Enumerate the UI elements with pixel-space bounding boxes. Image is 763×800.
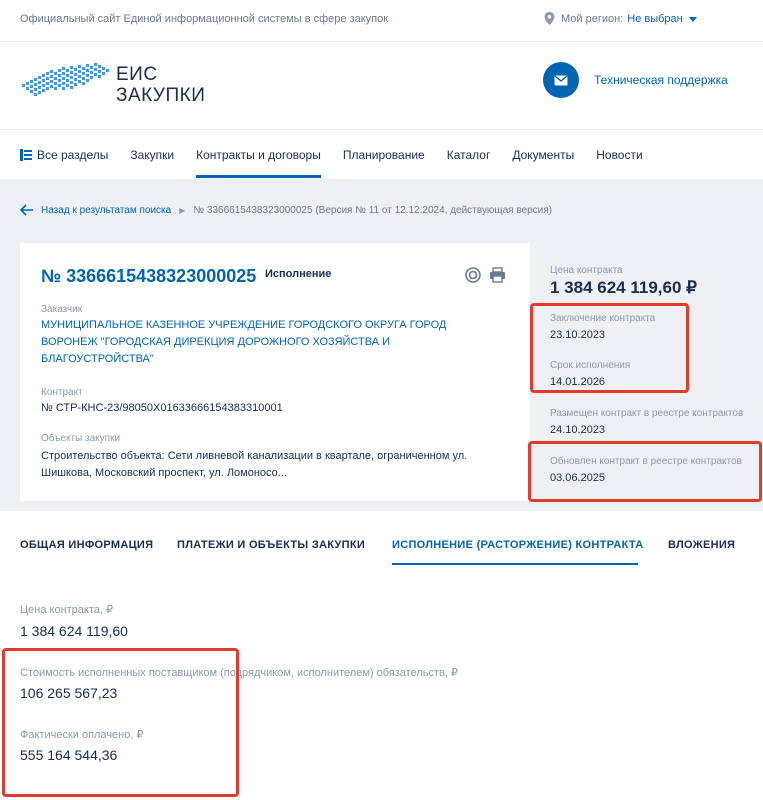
tab-payments[interactable]: ПЛАТЕЖИ И ОБЪЕКТЫ ЗАКУПКИ (177, 539, 366, 551)
paid-label: Фактически оплачено, ₽ (20, 729, 144, 741)
price-value: 1 384 624 119,60 ₽ (550, 278, 697, 297)
nav-documents[interactable]: Документы (512, 148, 575, 162)
site-title: Официальный сайт Единой информационной системы в сфере закупок (20, 13, 389, 25)
contract-card (20, 243, 530, 501)
placed-value: 24.10.2023 (550, 424, 606, 436)
price-label: Цена контракта (550, 265, 623, 276)
objects-value: Строительство объекта: Сети ливневой канализации в квартале, ограниченном ул. Шишкова, Московский проспект, ул. Ломоносо... (41, 450, 468, 479)
contract-tabs (0, 527, 763, 567)
term-label: Срок исполнения (550, 360, 631, 371)
contract-label: Контракт (41, 387, 83, 398)
logo-map-icon[interactable] (20, 60, 112, 108)
support-label[interactable]: Техническая поддержка (594, 73, 728, 87)
contract-number[interactable]: № 3366615438323000025 (41, 266, 257, 286)
customer-label: Заказчик (41, 304, 83, 315)
conclusion-label: Заключение контракта (550, 313, 656, 324)
nav-news[interactable]: Новости (596, 148, 643, 162)
back-to-results-link[interactable]: Назад к результатам поиска (41, 204, 172, 216)
active-tab-indicator (392, 563, 638, 565)
nav-all-sections[interactable] (20, 131, 108, 179)
highlight-amounts-box (2, 648, 239, 797)
region-label: Мой регион: (561, 12, 624, 25)
mail-icon[interactable] (543, 62, 579, 98)
nav-zakupki[interactable]: Закупки (130, 148, 175, 162)
logo-text[interactable] (116, 64, 205, 106)
section-price-value: 1 384 624 119,60 (20, 623, 128, 639)
updated-value: 03.06.2025 (550, 472, 606, 484)
watch-icon[interactable] (465, 267, 481, 283)
term-value: 14.01.2026 (550, 376, 606, 388)
objects-label: Объекты закупки (41, 433, 121, 444)
tab-general-info[interactable]: ОБЩАЯ ИНФОРМАЦИЯ (20, 539, 154, 551)
nav-planning[interactable]: Планирование (342, 148, 425, 162)
sections-icon (20, 149, 32, 161)
conclusion-value: 23.10.2023 (550, 329, 606, 341)
card-actions (465, 267, 514, 283)
paid-value: 555 164 544,36 (20, 747, 118, 763)
logo-line-zakupki: ЗАКУПКИ (116, 85, 206, 106)
tab-execution[interactable]: ИСПОЛНЕНИЕ (РАСТОРЖЕНИЕ) КОНТРАКТА (392, 539, 644, 551)
arrow-left-icon[interactable] (20, 204, 34, 216)
section-price-label: Цена контракта, ₽ (20, 604, 113, 616)
region-value[interactable]: Не выбран (627, 12, 683, 25)
executed-label: Стоимость исполненных поставщиком (подрядчиком, исполнителем) обязательств, ₽ (20, 667, 458, 679)
executed-value: 106 265 567,23 (20, 685, 118, 701)
region-selector[interactable] (544, 12, 697, 25)
tab-attachments[interactable]: ВЛОЖЕНИЯ (668, 539, 736, 551)
breadcrumb (20, 204, 552, 216)
highlight-dates-box (530, 303, 689, 393)
nav-label: Все разделы (37, 148, 109, 162)
placed-label: Размещен контракт в реестре контрактов (550, 408, 744, 419)
status-badge: Исполнение (265, 268, 332, 280)
support-link[interactable] (543, 62, 728, 98)
updated-label: Обновлен контракт в реестре контрактов (550, 456, 742, 467)
highlight-updated-box (528, 441, 762, 502)
nav-contracts[interactable]: Контракты и договоры (196, 131, 321, 179)
logo-line-eis: ЕИС (116, 64, 158, 85)
location-pin-icon (544, 12, 555, 25)
nav-catalog[interactable]: Каталог (446, 148, 491, 162)
print-icon[interactable] (489, 267, 506, 283)
customer-value[interactable]: МУНИЦИПАЛЬНОЕ КАЗЕННОЕ УЧРЕЖДЕНИЕ ГОРОДСКОГО ОКРУГА ГОРОД ВОРОНЕЖ "ГОРОДСКАЯ ДИРЕКЦИЯ ДОРОЖНОГО ХОЗЯЙСТВА И БЛАГОУСТРОЙСТВА" (41, 319, 447, 365)
top-bar (0, 0, 763, 42)
header (0, 42, 763, 130)
main-nav (0, 131, 763, 179)
breadcrumb-separator-icon: ▶ (179, 205, 186, 215)
chevron-down-icon[interactable] (689, 17, 697, 22)
contract-value: № СТР-КНС-23/98050X01633666154383310001 (41, 402, 283, 414)
breadcrumb-current: № 3366615438323000025 (Версия № 11 от 12.12.2024, действующая версия) (193, 204, 552, 216)
